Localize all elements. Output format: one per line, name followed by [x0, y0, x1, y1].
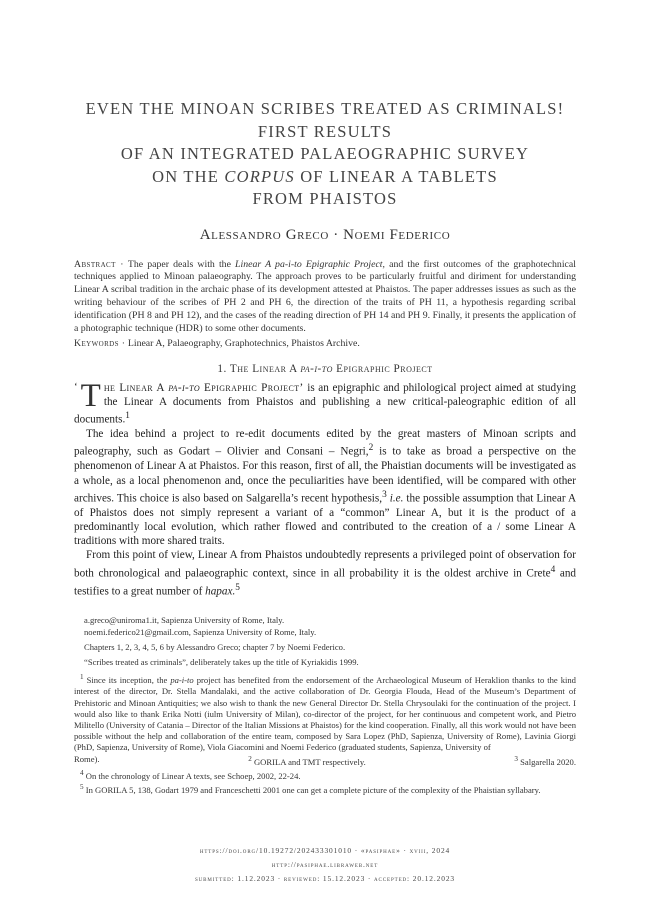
title-italic-word: CORPUS: [224, 166, 295, 186]
section-heading: [74, 363, 576, 375]
author-emails: [84, 615, 576, 637]
title-word: ON THE: [152, 166, 220, 186]
title-line: [74, 166, 576, 189]
footnote-number: 3: [514, 754, 518, 763]
paragraph-text: and testifies to a great number of: [74, 567, 577, 598]
footnote-text: Since its inception, the: [86, 675, 168, 686]
section-number: 1.: [217, 362, 227, 375]
section-title-italic: pa-i-to: [300, 362, 333, 375]
footnote-number: 4: [80, 768, 84, 777]
paragraph: [74, 548, 576, 598]
footnote-ref[interactable]: 1: [125, 411, 130, 422]
abstract: [74, 259, 576, 336]
abstract-project: Linear A pa-i-to Epigraphic Project,: [235, 258, 385, 270]
italic-abbrev: i.e.: [389, 492, 404, 505]
email-line: a.greco@uniroma1.it, Sapienza University of Rome, Italy.: [84, 615, 285, 626]
title-quote-note: “Scribes treated as criminals”, deliberately takes up the title of Kyriakidis 1999.: [84, 657, 359, 668]
paragraph-text: The idea behind a project to re-edit documents edited by the great masters of Minoan scripts and paleography, such as Godart – Olivier and Consani – Negri,: [74, 428, 576, 459]
footnote-text: GORILA and TMT respectively.: [253, 756, 366, 767]
journal-url-line[interactable]: [0, 860, 650, 869]
footnote-text: In GORILA 5, 138, Godart 1979 and Franceschetti 2001 one can get a complete picture of the complexity of the Phaistian syllabary.: [85, 784, 541, 795]
title-word: OF LINEAR A TABLETS: [300, 166, 498, 186]
abstract-text: and the first outcomes of the graphotechnical techniques applied to Minoan palaeography. The approach proves to be particularly fruitful and diriment for understanding Linear A scribal tradition in the archaic phase of its development attested at Phaistos. The paper addresses issues as such as the writing behaviour of the scribes of PH 2 and PH 6, the direction of the traits of PH 11, a hypothesis regarding scribal identification (PH 8 and PH 12), and the cases of the reading direction of PH 14 and PH 9. Finally, it presents the application of a photographic technique (HDR) to some other documents.: [74, 258, 576, 335]
dates-text: submitted: 1.12.2023 · reviewed: 15.12.2023 · accepted: 20.12.2023: [194, 874, 456, 883]
project-name-pre: he Linear A: [103, 381, 165, 394]
section-title-post: Epigraphic Project: [336, 362, 433, 375]
keywords-label: Keywords ·: [74, 337, 126, 349]
page: [74, 0, 576, 796]
footnote-5: [74, 782, 576, 796]
footnote-text: Rome).: [74, 753, 100, 764]
footnote-number: 1: [80, 673, 84, 682]
submission-dates: [0, 874, 650, 883]
keywords-text: Linear A, Palaeography, Graphotechnics, Phaistos Archive.: [127, 337, 360, 349]
title-line: FROM PHAISTOS: [252, 189, 398, 208]
authors: Alessandro Greco · Noemi Federico: [199, 226, 451, 243]
footnote-text: project has benefited from the endorsement of the Archaeological Museum of Heraklion thanks to the kind interest of the director, Dr. Stella Mandalaki, and the active collaboration of Dr. Georgia Flouda, Head of the Museum’s Department of Prehistoric and Minoan Antiquities; we also wish to thank the new General Director Dr. Stella Chrysoulaki for the continuation of the project. I would also like to thank Erika Notti (iulm University of Milan), co-director of the project, for her continuous and competent work, and Pietro Militello (University of Catania – Director of the Italian Missions at Phaistos) for the kind cooperation. Finally, all this work would not have been possible without the help and collaboration of the entire team, composed by Sara Lopez (PhD, Sapienza, University of Rome), Lavinia Giorgi (PhD, Sapienza, University of Rome), Viola Giacomini and Noemi Federico (graduated students, Sapienza, University of: [74, 675, 576, 753]
doi-text[interactable]: https://doi.org/10.19272/202433301010 · «pasiphae» · xviii, 2024: [199, 846, 451, 855]
footnote-ref[interactable]: 3: [382, 489, 387, 500]
paragraph-text: is an epigraphic and philological project aimed at studying the Linear A documents from Phaistos and publishing a new critical-paleographic edition of all documents.: [74, 381, 576, 427]
footnote-3: [514, 754, 576, 768]
abstract-pre: The paper deals with the: [127, 258, 231, 270]
footnote-1: [74, 672, 576, 753]
footnote-text: On the chronology of Linear A texts, see Schoep, 2002, 22-24.: [85, 770, 301, 781]
section-title-pre: The Linear A: [229, 362, 298, 375]
footnote-number: 2: [248, 754, 252, 763]
footnote-4: [74, 768, 576, 782]
title-line: FIRST RESULTS: [257, 121, 393, 141]
article-title: [74, 98, 576, 211]
title-line: EVEN THE MINOAN SCRIBES TREATED AS CRIMINALS!: [85, 99, 565, 118]
opening-quote: ‘: [74, 380, 78, 393]
abstract-label: Abstract ·: [74, 258, 124, 270]
footnote-italic: pa-i-to: [170, 675, 194, 686]
paragraph: [74, 377, 576, 427]
footnote-row: [74, 754, 576, 768]
chapter-note: Chapters 1, 2, 3, 4, 5, 6 by Alessandro Greco; chapter 7 by Noemi Federico.: [84, 641, 346, 652]
drop-cap: T: [80, 377, 101, 414]
keywords: [74, 337, 576, 350]
paragraph-text: From this point of view, Linear A from Phaistos undoubtedly represents a privileged point of observation for both chronological and palaeographic context, since in all probability it is the oldest archive in Crete: [74, 549, 576, 580]
doi-line[interactable]: [0, 846, 650, 855]
italic-term: hapax.: [205, 585, 236, 598]
paragraph: [74, 427, 576, 548]
paragraph-text: is to take as broad a perspective on the phenomenon of Linear A at Phaistos. For this reason, first of all, the Phaistian documents will be investigated as a whole, as a local phenomenon and, once the peculiarities have been identified, will be compared with other archives. This choice is also based on Salgarella’s recent hypothesis,: [74, 446, 576, 505]
journal-url[interactable]: http://pasiphae.libraweb.net: [271, 860, 379, 869]
project-name: [104, 382, 304, 394]
footnote-ref[interactable]: 5: [235, 582, 240, 593]
footnote-2: [248, 754, 366, 768]
body-text: [74, 377, 577, 599]
project-name-italic: pa-i-to: [168, 381, 201, 394]
footnote-ref[interactable]: 2: [368, 443, 374, 454]
project-name-post: Epigraphic Project’: [204, 381, 304, 394]
footnote-number: 5: [80, 782, 84, 791]
title-line: OF AN INTEGRATED PALAEOGRAPHIC SURVEY: [120, 144, 530, 163]
paragraph-text: the possible assumption that Linear A of Phaistos does not simply represent a variant of a “common” Linear A, but it is the product of a predominantly local evolution, which rather flowed and contributed to the creation of a / some Linear A traditions with more shared traits.: [74, 492, 577, 548]
footnotes: [74, 615, 576, 795]
email-line: noemi.federico21@gmail.com, Sapienza University of Rome, Italy.: [84, 626, 317, 637]
footnote-text: Salgarella 2020.: [520, 756, 576, 767]
footnote-ref[interactable]: 4: [550, 564, 556, 575]
